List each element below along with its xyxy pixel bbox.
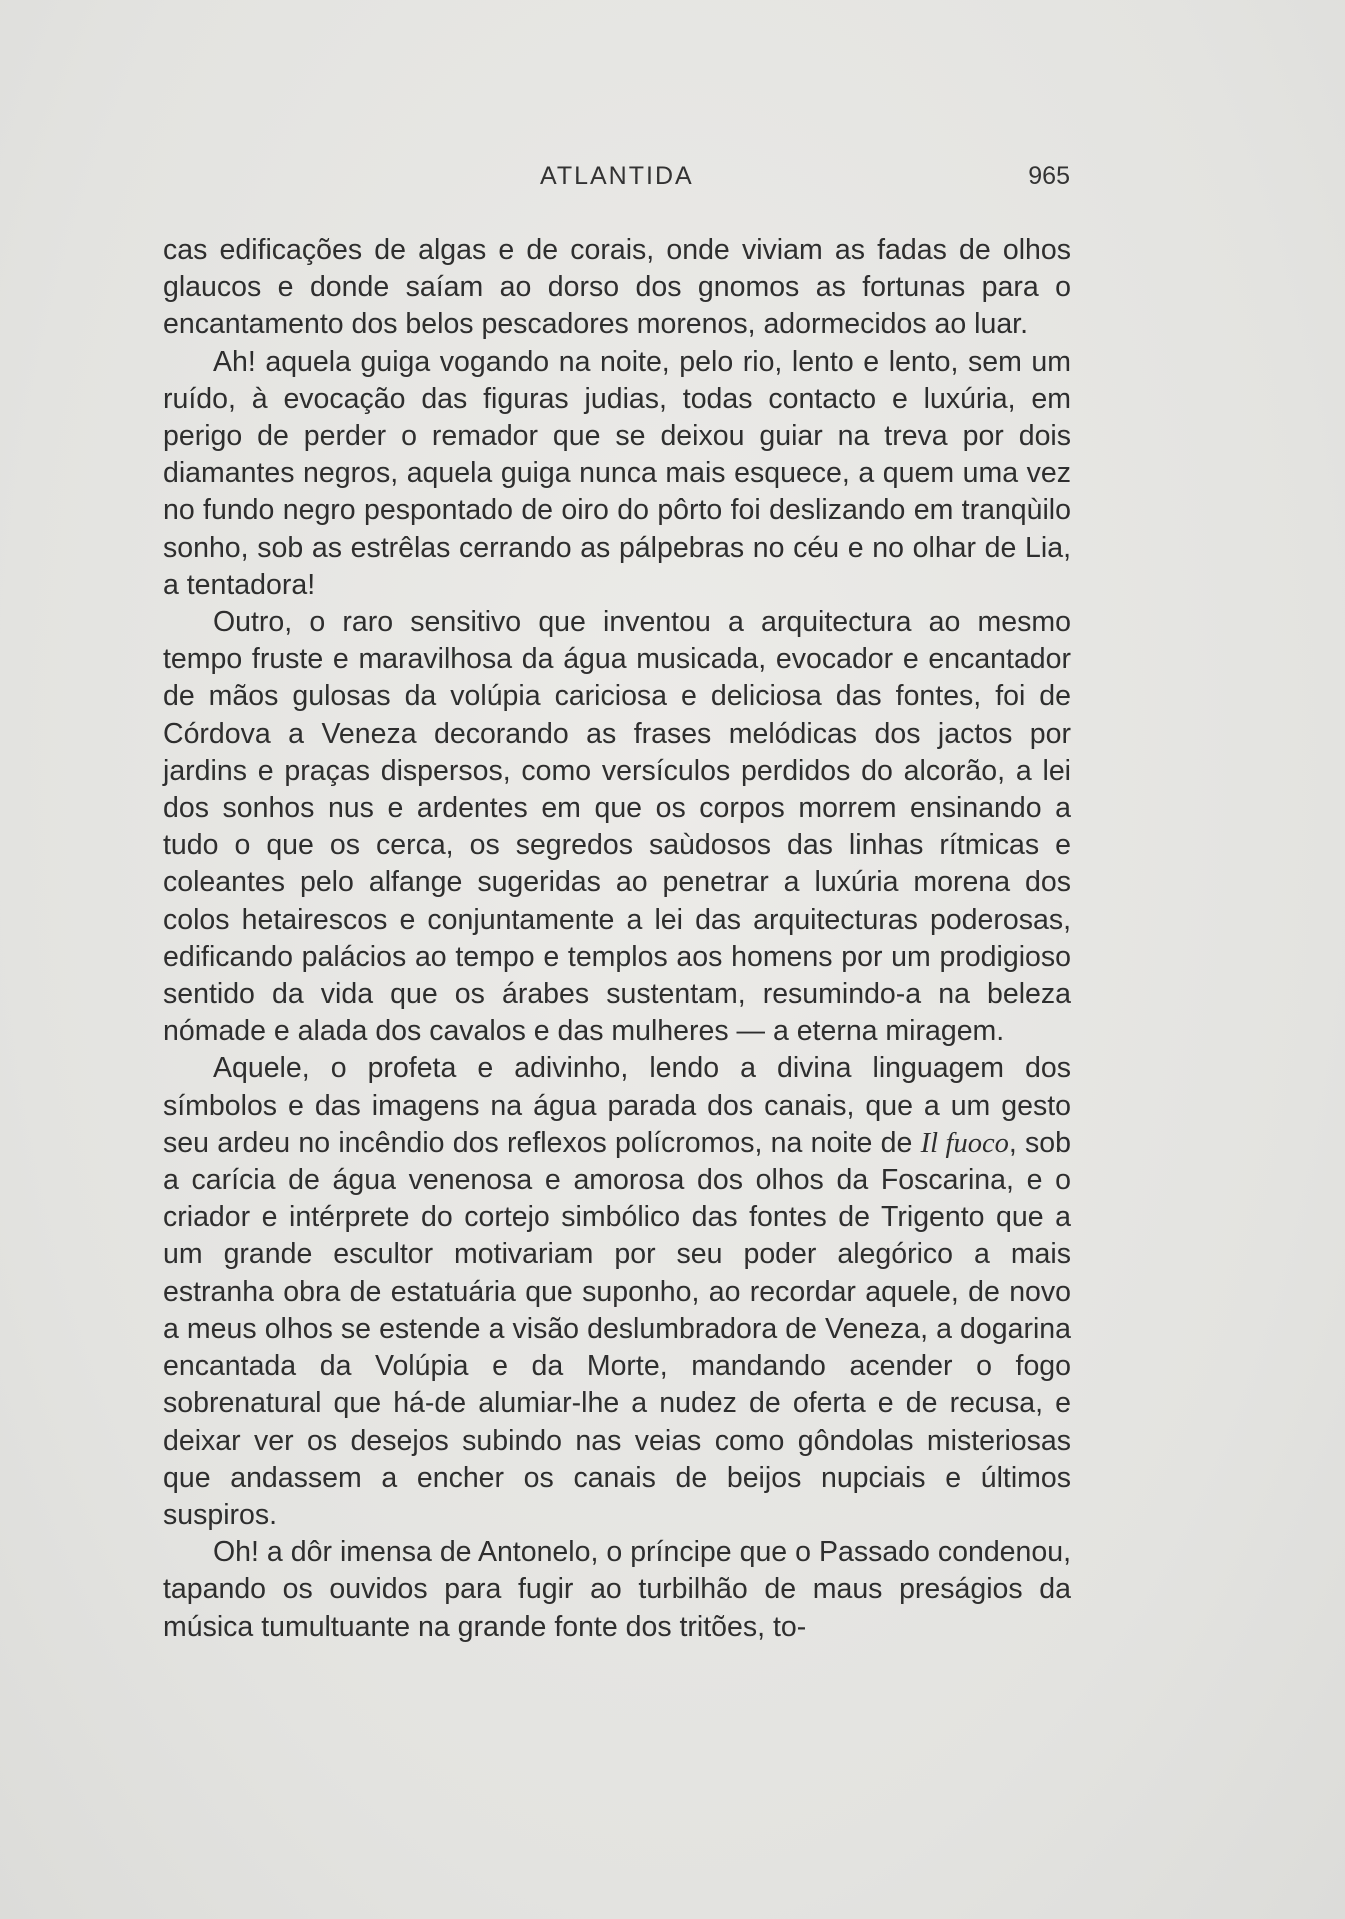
paragraph-1: cas edificações de algas e de corais, onde viviam as fadas de olhos glaucos e donde saíam ao dorso dos gnomos as fortunas para o encantamento dos belos pescadores morenos, adormecidos ao luar. xyxy=(163,234,1071,341)
paragraph-5: Oh! a dôr imensa de Antonelo, o príncipe que o Passado condenou, tapando os ouvidos para fugir ao turbilhão de maus preságios da música tumultuante na grande fonte dos tritões, to- xyxy=(163,1536,1071,1643)
page-number: 965 xyxy=(1028,162,1070,190)
paragraph-4-text-before: Aquele, o profeta e adivinho, lendo a divina linguagem dos símbolos e das imagens na água parada dos canais, que a um gesto seu ardeu no incêndio dos reflexos polícromos, na noite de xyxy=(163,1052,1071,1159)
running-header xyxy=(162,158,1070,198)
paragraph-3: Outro, o raro sensitivo que inventou a arquitectura ao mesmo tempo fruste e maravilhosa da água musicada, evocador e encantador de mãos gulosas da volúpia cariciosa e deliciosa das fontes, foi de Córdova a Veneza decorando as frases melódicas dos jactos por jardins e praças dispersos, como versículos perdidos do alcorão, a lei dos sonhos nus e ardentes em que os corpos morrem ensinando a tudo o que os cerca, os segredos saùdosos das linhas rítmicas e coleantes pelo alfange sugeridas ao penetrar a luxúria morena dos colos hetairescos e conjuntamente a lei das arquitecturas poderosas, edificando palácios ao tempo e templos aos homens por um prodigioso sentido da vida que os árabes sustentam, resumindo-a na beleza nómade e alada dos cavalos e das mulheres — a eterna miragem. xyxy=(163,606,1071,1048)
italic-title-il-fuoco: Il fuoco xyxy=(920,1127,1009,1159)
body-text xyxy=(163,232,1071,1646)
paragraph-2: Ah! aquela guiga vogando na noite, pelo rio, lento e lento, sem um ruído, à evocação das figuras judias, todas contacto e luxúria, em perigo de perder o remador que se deixou guiar na treva por dois diamantes negros, aquela guiga nunca mais esquece, a quem uma vez no fundo negro pespontado de oiro do pôrto foi deslizando em tranqùilo sonho, sob as estrêlas cerrando as pálpebras no céu e no olhar de Lia, a tentadora! xyxy=(163,345,1071,601)
paragraph-4-text-after: , sob a carícia de água venenosa e amorosa dos olhos da Foscarina, e o criador e intérprete do cortejo simbólico das fontes de Trigento que a um grande escultor motivariam por seu poder alegórico a mais estranha obra de estatuária que suponho, ao recordar aquele, de novo a meus olhos se estende a visão deslumbradora de Veneza, a dogarina encantada da Volúpia e da Morte, mandando acender o fogo sobrenatural que há-de alumiar-lhe a nudez de oferta e de recusa, e deixar ver os desejos subindo nas veias como gôndolas misteriosas que andassem a encher os canais de beijos nupciais e últimos suspiros. xyxy=(163,1126,1071,1531)
running-title: ATLANTIDA xyxy=(540,162,694,190)
paragraph-4 xyxy=(163,1050,1071,1534)
